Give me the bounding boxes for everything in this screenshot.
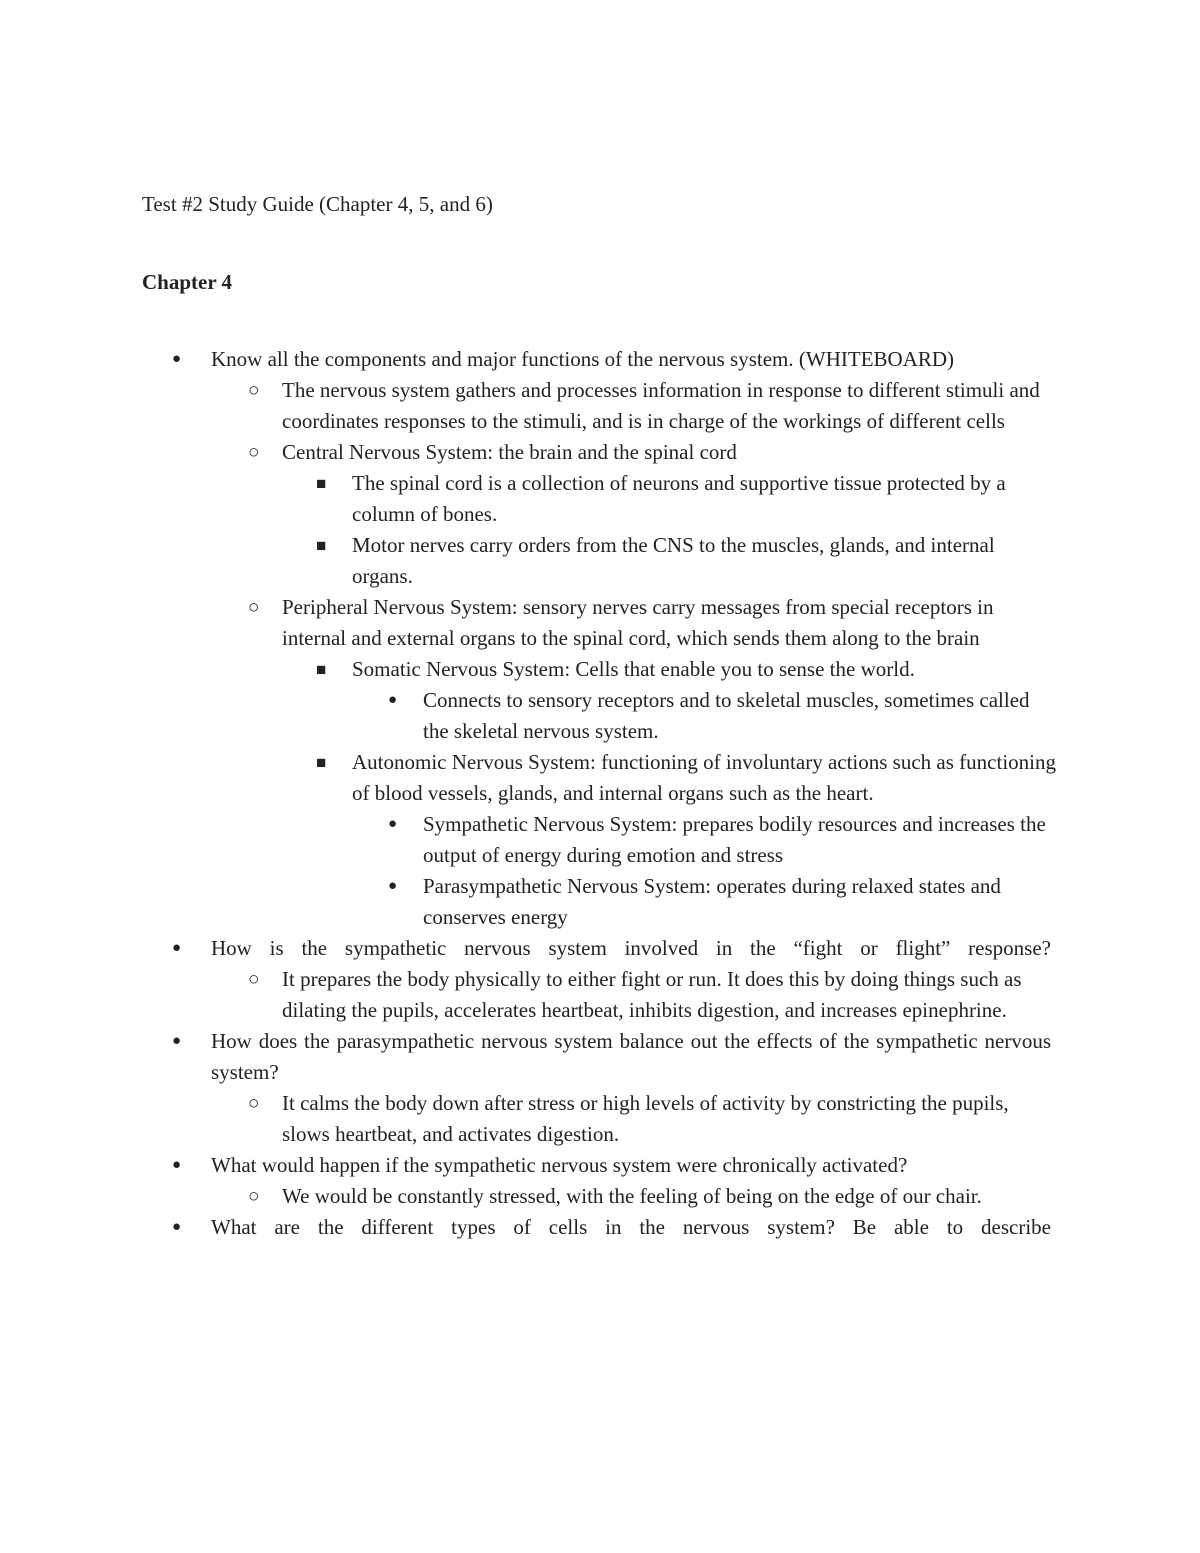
bullet-filled-circle-icon: ● [172, 1033, 182, 1049]
list-item-text: Somatic Nervous System: Cells that enable you to sense the world. [352, 657, 915, 681]
list-item-text: Central Nervous System: the brain and the spinal cord [282, 440, 737, 464]
list-item [0, 809, 1200, 871]
bullet-square-icon: ■ [316, 474, 327, 493]
bullet-filled-circle-icon: ● [388, 878, 398, 894]
bullet-hollow-circle-icon: ○ [248, 1186, 260, 1207]
study-guide-list [0, 344, 1200, 1243]
list-item-text: It prepares the body physically to either fight or run. It does this by doing things such as dilating the pupils, accelerates heartbeat, inhibits digestion, and increases epinephrine. [282, 967, 1022, 1022]
list-item-text: We would be constantly stressed, with the feeling of being on the edge of our chair. [282, 1184, 982, 1208]
list-item-text: How does the parasympathetic nervous system balance out the effects of the sympathetic nervous system? [211, 1029, 1051, 1084]
list-item [0, 1212, 1200, 1243]
bullet-hollow-circle-icon: ○ [248, 380, 260, 401]
bullet-filled-circle-icon: ● [172, 351, 182, 367]
bullet-filled-circle-icon: ● [388, 816, 398, 832]
bullet-square-icon: ■ [316, 753, 327, 772]
list-item [0, 933, 1200, 964]
list-item-text: Peripheral Nervous System: sensory nerves carry messages from special receptors in internal and external organs to the spinal cord, which sends them along to the brain [282, 595, 994, 650]
list-item [0, 530, 1200, 592]
list-item [0, 654, 1200, 685]
list-item [0, 437, 1200, 468]
list-item [0, 375, 1200, 437]
list-item-text: Motor nerves carry orders from the CNS to the muscles, glands, and internal organs. [352, 533, 995, 588]
list-item [0, 964, 1200, 1026]
list-item [0, 1088, 1200, 1150]
list-item [0, 685, 1200, 747]
bullet-hollow-circle-icon: ○ [248, 1093, 260, 1114]
list-item-text: Sympathetic Nervous System: prepares bodily resources and increases the output of energy during emotion and stress [423, 812, 1046, 867]
bullet-hollow-circle-icon: ○ [248, 969, 260, 990]
list-item-text: It calms the body down after stress or high levels of activity by constricting the pupils, slows heartbeat, and activates digestion. [282, 1091, 1009, 1146]
bullet-hollow-circle-icon: ○ [248, 442, 260, 463]
list-item-text: Autonomic Nervous System: functioning of involuntary actions such as functioning of blood vessels, glands, and internal organs such as the heart. [352, 750, 1056, 805]
list-item-text: Parasympathetic Nervous System: operates during relaxed states and conserves energy [423, 874, 1001, 929]
bullet-filled-circle-icon: ● [172, 1157, 182, 1173]
list-item [0, 1150, 1200, 1181]
list-item-text: How is the sympathetic nervous system involved in the “fight or flight” response? [211, 936, 1051, 960]
list-item [0, 592, 1200, 654]
bullet-filled-circle-icon: ● [388, 692, 398, 708]
bullet-filled-circle-icon: ● [172, 1219, 182, 1235]
list-item [0, 747, 1200, 809]
list-item-text: Connects to sensory receptors and to skeletal muscles, sometimes called the skeletal nervous system. [423, 688, 1030, 743]
document-title: Test #2 Study Guide (Chapter 4, 5, and 6) [142, 192, 493, 216]
bullet-square-icon: ■ [316, 660, 327, 679]
list-item [0, 468, 1200, 530]
list-item [0, 344, 1200, 375]
list-item-text: What are the different types of cells in the nervous system? Be able to describe [211, 1215, 1051, 1239]
list-item-text: The nervous system gathers and processes information in response to different stimuli and coordinates responses to the stimuli, and is in charge of the workings of different cells [282, 378, 1040, 433]
bullet-hollow-circle-icon: ○ [248, 597, 260, 618]
list-item [0, 871, 1200, 933]
list-item-text: The spinal cord is a collection of neurons and supportive tissue protected by a column of bones. [352, 471, 1006, 526]
bullet-filled-circle-icon: ● [172, 940, 182, 956]
list-item [0, 1181, 1200, 1212]
chapter-heading: Chapter 4 [142, 270, 233, 294]
list-item-text: What would happen if the sympathetic nervous system were chronically activated? [211, 1153, 908, 1177]
bullet-square-icon: ■ [316, 536, 327, 555]
list-item [0, 1026, 1200, 1088]
list-item-text: Know all the components and major functions of the nervous system. (WHITEBOARD) [211, 347, 955, 371]
